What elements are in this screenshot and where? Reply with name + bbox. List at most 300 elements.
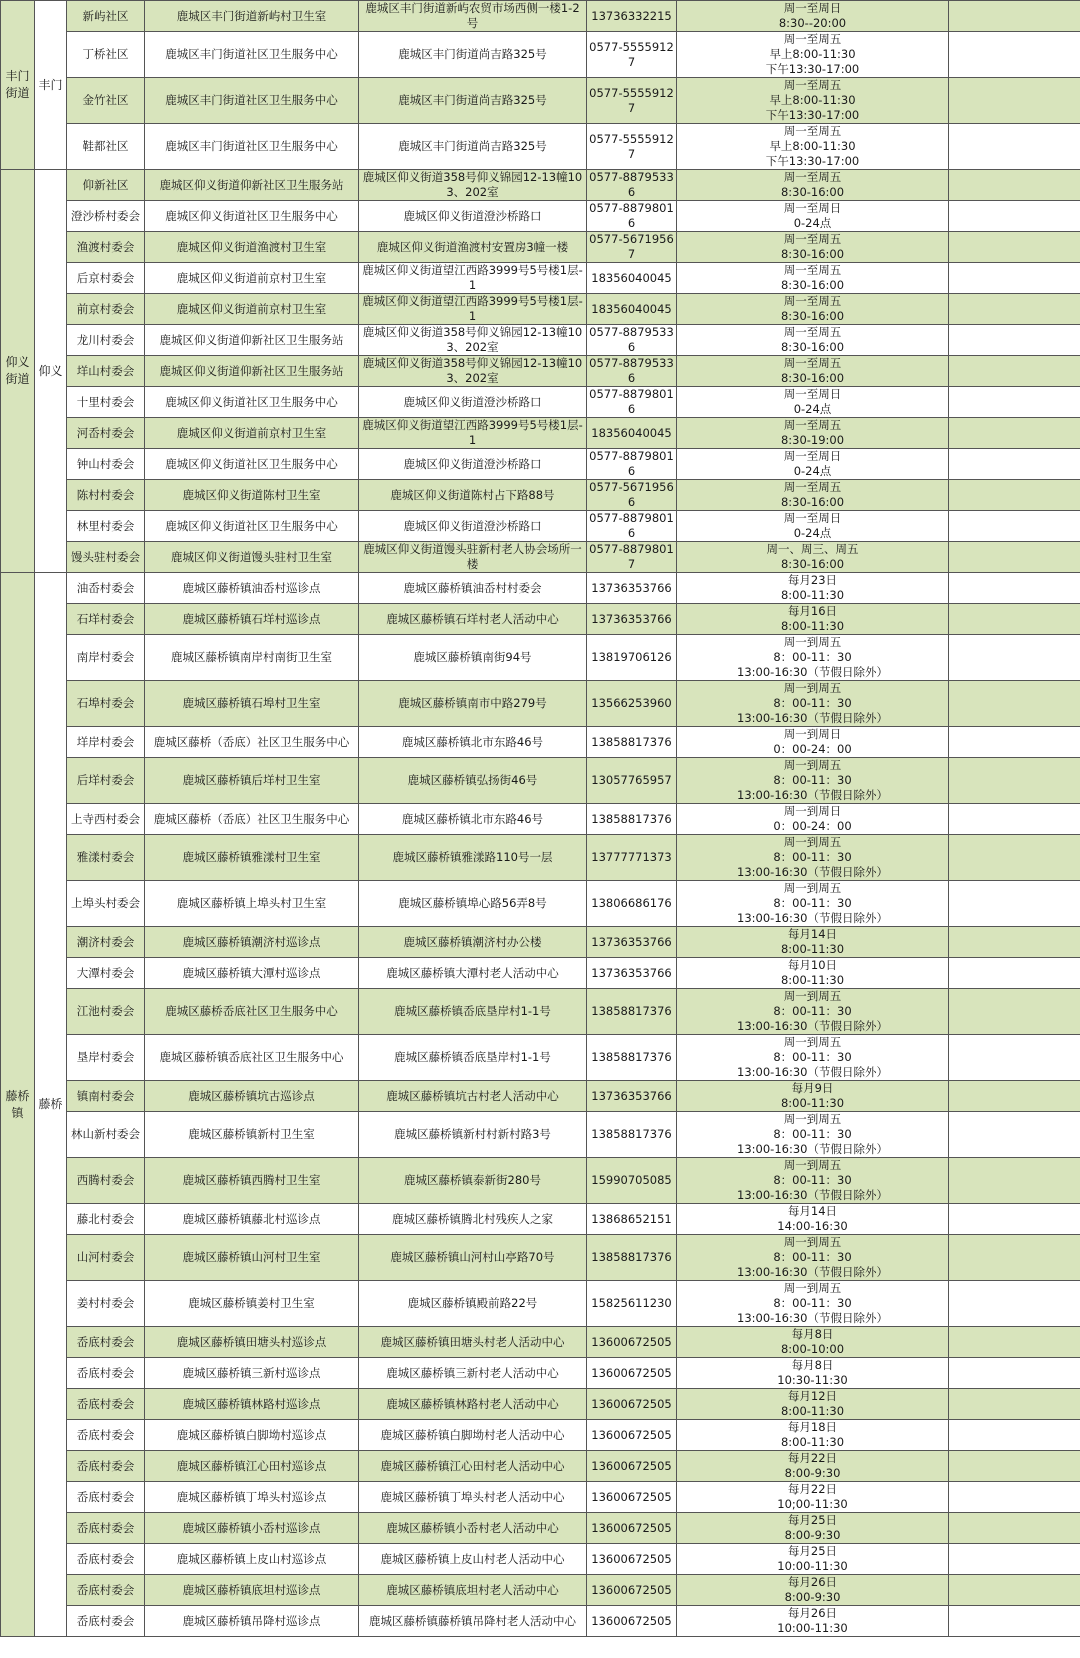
town-cell: 丰门 [35,1,67,170]
table-row [1,480,1080,511]
hours-line: 0-24点 [793,464,832,478]
hours-line: 每月9日 [791,1081,834,1095]
address-cell: 鹿城区藤桥镇石垟村老人活动中心 [359,604,587,635]
address-cell: 鹿城区藤桥镇潮济村办公楼 [359,927,587,958]
hours-line: 周一至周五 [783,32,842,46]
table-row [1,124,1080,170]
community-cell: 岙底村委会 [67,1544,145,1575]
hours-cell [677,1451,949,1482]
note-cell [949,387,1080,418]
hours-line: 每月16日 [787,604,838,618]
hours-line: 每月22日 [787,1482,838,1496]
community-cell: 上埠头村委会 [67,881,145,927]
hours-line: 周一至周五 [783,170,842,184]
table-row [1,1235,1080,1281]
note-cell [949,1358,1080,1389]
address-cell: 鹿城区丰门街道尚吉路325号 [359,32,587,78]
site-cell: 鹿城区藤桥镇上埠头村卫生室 [145,881,359,927]
site-cell: 鹿城区仰义街道社区卫生服务中心 [145,387,359,418]
hours-cell [677,1,949,32]
table-row [1,511,1080,542]
note-cell [949,1,1080,32]
note-cell [949,604,1080,635]
note-cell [949,1112,1080,1158]
hours-line: 周一到周五 [783,681,842,695]
hours-line: 13:00-16:30（节假日除外） [737,711,888,725]
address-cell: 鹿城区仰义街道澄沙桥路口 [359,449,587,480]
site-cell: 鹿城区丰门街道社区卫生服务中心 [145,78,359,124]
hours-cell [677,78,949,124]
note-cell [949,232,1080,263]
address-cell: 鹿城区仰义街道澄沙桥路口 [359,387,587,418]
note-cell [949,511,1080,542]
table-row [1,1035,1080,1081]
address-cell: 鹿城区仰义街道望江西路3999号5号楼1层-1 [359,294,587,325]
community-cell: 石埠村委会 [67,681,145,727]
hours-cell [677,1235,949,1281]
hours-cell [677,1327,949,1358]
hours-line: 8:30-16:00 [780,309,845,323]
hours-line: 0-24点 [793,526,832,540]
hours-line: 8:00-11:30 [780,619,845,633]
community-cell: 岙底村委会 [67,1513,145,1544]
address-cell: 鹿城区藤桥镇山河村山亭路70号 [359,1235,587,1281]
address-cell: 鹿城区仰义街道馒头驻新村老人协会场所一楼 [359,542,587,573]
note-cell [949,449,1080,480]
note-cell [949,1544,1080,1575]
phone-cell: 13600672505 [587,1451,677,1482]
site-cell: 鹿城区藤桥（岙底）社区卫生服务中心 [145,804,359,835]
hours-line: 8：00-11：30 [773,1173,852,1187]
hours-cell [677,573,949,604]
hours-line: 周一到周日 [783,727,842,741]
hours-line: 每月8日 [791,1327,834,1341]
hours-line: 周一到周日 [783,804,842,818]
table-row [1,1112,1080,1158]
note-cell [949,681,1080,727]
hours-line: 下午13:30-17:00 [765,154,860,168]
hours-cell [677,1035,949,1081]
hours-line: 周一至周五 [783,78,842,92]
address-cell: 鹿城区藤桥镇油岙村村委会 [359,573,587,604]
note-cell [949,263,1080,294]
phone-cell: 13777771373 [587,835,677,881]
hours-cell [677,1158,949,1204]
note-cell [949,1158,1080,1204]
address-cell: 鹿城区藤桥镇白脚坳村老人活动中心 [359,1420,587,1451]
site-cell: 鹿城区藤桥镇田塘头村巡诊点 [145,1327,359,1358]
note-cell [949,1204,1080,1235]
clinic-table-body [1,1,1080,1637]
site-cell: 鹿城区藤桥镇大潭村巡诊点 [145,958,359,989]
community-cell: 渔渡村委会 [67,232,145,263]
site-cell: 鹿城区藤桥镇油岙村巡诊点 [145,573,359,604]
site-cell: 鹿城区藤桥镇新村卫生室 [145,1112,359,1158]
community-cell: 后京村委会 [67,263,145,294]
table-row [1,1158,1080,1204]
table-row [1,1358,1080,1389]
community-cell: 南岸村委会 [67,635,145,681]
hours-line: 周一到周五 [783,1035,842,1049]
address-cell: 鹿城区仰义街道358号仰义锦园12-13幢103、202室 [359,356,587,387]
street-cell: 丰门街道 [1,1,35,170]
phone-cell: 0577-55559127 [587,124,677,170]
note-cell [949,356,1080,387]
note-cell [949,1451,1080,1482]
phone-cell: 13819706126 [587,635,677,681]
community-cell: 油岙村委会 [67,573,145,604]
site-cell: 鹿城区藤桥镇潮济村巡诊点 [145,927,359,958]
hours-cell [677,1420,949,1451]
hours-line: 13:00-16:30（节假日除外） [737,1311,888,1325]
hours-line: 0-24点 [793,216,832,230]
address-cell: 鹿城区藤桥镇丁埠头村老人活动中心 [359,1482,587,1513]
site-cell: 鹿城区丰门街道社区卫生服务中心 [145,32,359,78]
hours-cell [677,1575,949,1606]
community-cell: 岙底村委会 [67,1451,145,1482]
hours-line: 周一至周五 [783,418,842,432]
community-cell: 藤北村委会 [67,1204,145,1235]
address-cell: 鹿城区藤桥镇岙底垦岸村1-1号 [359,989,587,1035]
phone-cell: 0577-56719567 [587,232,677,263]
phone-cell: 18356040045 [587,294,677,325]
community-cell: 垦岸村委会 [67,1035,145,1081]
street-cell: 仰义街道 [1,170,35,573]
community-cell: 馒头驻村委会 [67,542,145,573]
hours-line: 8:00-11:30 [780,588,845,602]
note-cell [949,294,1080,325]
phone-cell: 13858817376 [587,804,677,835]
table-row [1,418,1080,449]
table-row [1,1544,1080,1575]
site-cell: 鹿城区仰义街道陈村卫生室 [145,480,359,511]
hours-line: 周一至周五 [783,294,842,308]
site-cell: 鹿城区丰门街道新屿村卫生室 [145,1,359,32]
hours-cell [677,418,949,449]
community-cell: 金竹社区 [67,78,145,124]
hours-cell [677,604,949,635]
note-cell [949,958,1080,989]
hours-line: 周一至周五 [783,124,842,138]
table-row [1,263,1080,294]
phone-cell: 13600672505 [587,1513,677,1544]
hours-line: 8：00-11：30 [773,1250,852,1264]
community-cell: 岙底村委会 [67,1482,145,1513]
hours-line: 8:30-16:00 [780,340,845,354]
note-cell [949,1035,1080,1081]
hours-line: 8:00-11:30 [780,973,845,987]
hours-line: 早上8:00-11:30 [769,47,856,61]
phone-cell: 13736353766 [587,1081,677,1112]
table-row [1,325,1080,356]
hours-cell [677,356,949,387]
phone-cell: 13858817376 [587,989,677,1035]
address-cell: 鹿城区藤桥镇腾北村残疾人之家 [359,1204,587,1235]
site-cell: 鹿城区仰义街道前京村卫生室 [145,294,359,325]
hours-line: 8:00-11:30 [780,942,845,956]
hours-line: 0：00-24：00 [773,819,852,833]
table-row [1,294,1080,325]
phone-cell: 13057765957 [587,758,677,804]
hours-cell [677,927,949,958]
note-cell [949,727,1080,758]
phone-cell: 13736353766 [587,604,677,635]
hours-line: 周一至周五 [783,232,842,246]
community-cell: 丁桥社区 [67,32,145,78]
hours-line: 每月14日 [787,1204,838,1218]
address-cell: 鹿城区藤桥镇南街94号 [359,635,587,681]
hours-line: 周一到周五 [783,1281,842,1295]
community-cell: 垟山村委会 [67,356,145,387]
note-cell [949,1235,1080,1281]
community-cell: 岙底村委会 [67,1358,145,1389]
address-cell: 鹿城区仰义街道望江西路3999号5号楼1层-1 [359,418,587,449]
phone-cell: 18356040045 [587,263,677,294]
hours-line: 每月25日 [787,1544,838,1558]
note-cell [949,635,1080,681]
address-cell: 鹿城区藤桥镇岙底垦岸村1-1号 [359,1035,587,1081]
hours-cell [677,1112,949,1158]
community-cell: 山河村委会 [67,1235,145,1281]
note-cell [949,835,1080,881]
site-cell: 鹿城区藤桥镇上皮山村巡诊点 [145,1544,359,1575]
hours-line: 8:30--20:00 [778,16,847,30]
table-row [1,32,1080,78]
hours-line: 10;00-11:30 [777,1497,848,1511]
address-cell: 鹿城区丰门街道尚吉路325号 [359,124,587,170]
community-cell: 江池村委会 [67,989,145,1035]
hours-line: 10:00-11:30 [777,1621,848,1635]
hours-line: 8：00-11：30 [773,696,852,710]
community-cell: 岙底村委会 [67,1420,145,1451]
table-row [1,387,1080,418]
address-cell: 鹿城区藤桥镇北市东路46号 [359,727,587,758]
site-cell: 鹿城区藤桥镇南岸村南街卫生室 [145,635,359,681]
hours-line: 10:00-11:30 [777,1559,848,1573]
hours-cell [677,958,949,989]
hours-cell [677,1081,949,1112]
hours-line: 0：00-24：00 [773,742,852,756]
community-cell: 澄沙桥村委会 [67,201,145,232]
hours-line: 8：00-11：30 [773,896,852,910]
note-cell [949,170,1080,201]
hours-cell [677,1482,949,1513]
hours-line: 每月8日 [791,1358,834,1372]
hours-line: 周一至周五 [783,356,842,370]
table-row [1,573,1080,604]
table-row [1,804,1080,835]
hours-line: 8:00-11:30 [780,1096,845,1110]
hours-line: 13:00-16:30（节假日除外） [737,665,888,679]
table-row [1,635,1080,681]
community-cell: 岙底村委会 [67,1575,145,1606]
hours-line: 13:00-16:30（节假日除外） [737,1265,888,1279]
phone-cell: 0577-88795336 [587,325,677,356]
note-cell [949,989,1080,1035]
hours-line: 周一至周日 [783,511,842,525]
table-row [1,758,1080,804]
address-cell: 鹿城区藤桥镇雅漾路110号一层 [359,835,587,881]
table-row [1,1327,1080,1358]
site-cell: 鹿城区仰义街道仰新社区卫生服务站 [145,356,359,387]
site-cell: 鹿城区藤桥镇吊降村巡诊点 [145,1606,359,1637]
note-cell [949,1420,1080,1451]
site-cell: 鹿城区藤桥镇白脚坳村巡诊点 [145,1420,359,1451]
note-cell [949,1327,1080,1358]
table-row [1,78,1080,124]
address-cell: 鹿城区藤桥镇殿前路22号 [359,1281,587,1327]
hours-line: 每月26日 [787,1575,838,1589]
hours-cell [677,32,949,78]
hours-cell [677,727,949,758]
table-row [1,1420,1080,1451]
address-cell: 鹿城区丰门街道尚吉路325号 [359,78,587,124]
table-row [1,1,1080,32]
community-cell: 垟岸村委会 [67,727,145,758]
hours-cell [677,170,949,201]
table-row [1,232,1080,263]
hours-cell [677,835,949,881]
hours-line: 0-24点 [793,402,832,416]
community-cell: 新屿社区 [67,1,145,32]
hours-line: 8:00-9:30 [784,1466,841,1480]
hours-line: 早上8:00-11:30 [769,139,856,153]
site-cell: 鹿城区藤桥镇丁埠头村巡诊点 [145,1482,359,1513]
address-cell: 鹿城区仰义街道358号仰义锦园12-13幢103、202室 [359,325,587,356]
hours-line: 周一到周五 [783,1112,842,1126]
hours-line: 周一到周五 [783,1235,842,1249]
hours-cell [677,1358,949,1389]
address-cell: 鹿城区藤桥镇新村村新村路3号 [359,1112,587,1158]
table-row [1,604,1080,635]
phone-cell: 0577-88798016 [587,201,677,232]
table-row [1,727,1080,758]
site-cell: 鹿城区藤桥镇西腾村卫生室 [145,1158,359,1204]
community-cell: 河岙村委会 [67,418,145,449]
hours-line: 每月26日 [787,1606,838,1620]
phone-cell: 18356040045 [587,418,677,449]
note-cell [949,927,1080,958]
hours-line: 每月12日 [787,1389,838,1403]
phone-cell: 13600672505 [587,1575,677,1606]
hours-cell [677,387,949,418]
phone-cell: 0577-56719566 [587,480,677,511]
phone-cell: 0577-88795336 [587,170,677,201]
hours-line: 8:30-16:00 [780,495,845,509]
note-cell [949,78,1080,124]
address-cell: 鹿城区仰义街道澄沙桥路口 [359,201,587,232]
hours-line: 周一到周五 [783,835,842,849]
address-cell: 鹿城区藤桥镇南市中路279号 [359,681,587,727]
hours-line: 8：00-11：30 [773,1296,852,1310]
phone-cell: 0577-55559127 [587,32,677,78]
table-row [1,989,1080,1035]
note-cell [949,201,1080,232]
site-cell: 鹿城区藤桥镇岙底社区卫生服务中心 [145,1035,359,1081]
note-cell [949,1081,1080,1112]
hours-cell [677,1389,949,1420]
hours-cell [677,480,949,511]
hours-line: 13:00-16:30（节假日除外） [737,1142,888,1156]
site-cell: 鹿城区藤桥镇藤北村巡诊点 [145,1204,359,1235]
note-cell [949,1575,1080,1606]
table-row [1,1081,1080,1112]
address-cell: 鹿城区藤桥镇泰新街280号 [359,1158,587,1204]
phone-cell: 0577-88798017 [587,542,677,573]
address-cell: 鹿城区仰义街道358号仰义锦园12-13幢103、202室 [359,170,587,201]
hours-line: 周一至周日 [783,1,842,15]
table-row [1,681,1080,727]
table-row [1,449,1080,480]
table-row [1,1482,1080,1513]
hours-line: 周一至周日 [783,201,842,215]
note-cell [949,418,1080,449]
address-cell: 鹿城区藤桥镇上皮山村老人活动中心 [359,1544,587,1575]
hours-cell [677,1544,949,1575]
table-row [1,835,1080,881]
hours-line: 周一至周五 [783,325,842,339]
site-cell: 鹿城区仰义街道仰新社区卫生服务站 [145,170,359,201]
town-cell: 仰义 [35,170,67,573]
hours-cell [677,1281,949,1327]
phone-cell: 13858817376 [587,727,677,758]
note-cell [949,758,1080,804]
table-row [1,356,1080,387]
site-cell: 鹿城区藤桥镇石埠村卫生室 [145,681,359,727]
address-cell: 鹿城区藤桥镇三新村老人活动中心 [359,1358,587,1389]
note-cell [949,804,1080,835]
site-cell: 鹿城区仰义街道社区卫生服务中心 [145,449,359,480]
address-cell: 鹿城区藤桥镇小岙村老人活动中心 [359,1513,587,1544]
hours-cell [677,804,949,835]
hours-line: 每月25日 [787,1513,838,1527]
address-cell: 鹿城区藤桥镇坑古村老人活动中心 [359,1081,587,1112]
phone-cell: 13736332215 [587,1,677,32]
phone-cell: 15825611230 [587,1281,677,1327]
community-cell: 钟山村委会 [67,449,145,480]
hours-line: 8：00-11：30 [773,1050,852,1064]
site-cell: 鹿城区藤桥镇姜村卫生室 [145,1281,359,1327]
phone-cell: 13736353766 [587,958,677,989]
note-cell [949,1389,1080,1420]
table-row [1,1389,1080,1420]
phone-cell: 0577-55559127 [587,78,677,124]
site-cell: 鹿城区仰义街道渔渡村卫生室 [145,232,359,263]
hours-line: 13:00-16:30（节假日除外） [737,1188,888,1202]
hours-line: 每月23日 [787,573,838,587]
hours-line: 周一至周五 [783,480,842,494]
address-cell: 鹿城区藤桥镇埠心路56弄8号 [359,881,587,927]
hours-cell [677,325,949,356]
town-cell: 藤桥 [35,573,67,1637]
hours-cell [677,449,949,480]
hours-cell [677,758,949,804]
site-cell: 鹿城区藤桥镇雅漾村卫生室 [145,835,359,881]
hours-line: 8：00-11：30 [773,773,852,787]
hours-line: 下午13:30-17:00 [765,62,860,76]
community-cell: 镇南村委会 [67,1081,145,1112]
address-cell: 鹿城区藤桥镇北市东路46号 [359,804,587,835]
phone-cell: 0577-88798016 [587,511,677,542]
street-cell: 藤桥镇 [1,573,35,1637]
community-cell: 大潭村委会 [67,958,145,989]
phone-cell: 13600672505 [587,1544,677,1575]
address-cell: 鹿城区仰义街道渔渡村安置房3幢一楼 [359,232,587,263]
site-cell: 鹿城区仰义街道前京村卫生室 [145,263,359,294]
community-cell: 林山新村委会 [67,1112,145,1158]
phone-cell: 15990705085 [587,1158,677,1204]
community-cell: 岙底村委会 [67,1389,145,1420]
